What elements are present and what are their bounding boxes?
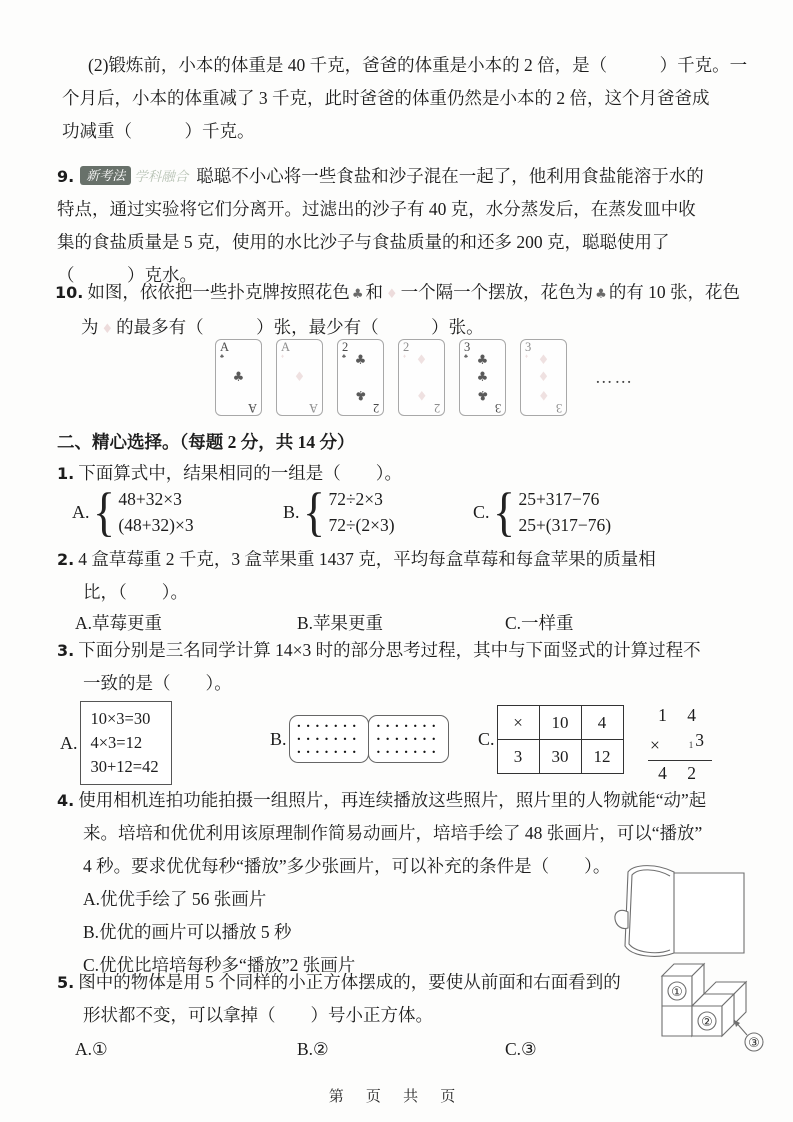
dot-row: •••••••	[296, 735, 362, 744]
card-three-clubs	[459, 339, 506, 416]
flipbook-right-page	[672, 873, 744, 953]
question-text: 的最多有（ ）张，最少有（ ）张。	[116, 317, 484, 337]
question-line: 形状都不变，可以拿掉（ ）号小正方体。	[83, 1005, 433, 1025]
expression-pair	[118, 489, 193, 535]
brace-glyph: {	[302, 482, 325, 542]
option-b: B.苹果更重	[297, 613, 384, 633]
q2-options	[0, 607, 793, 637]
question-number: 5.	[57, 973, 75, 992]
card-ace-clubs	[215, 339, 262, 416]
question-number: 10.	[55, 283, 84, 302]
question-number: 3.	[57, 641, 75, 660]
new-method-badge: 新考法	[80, 166, 131, 185]
product: 4 2	[648, 760, 712, 786]
card-rank-bottom: 3	[494, 401, 501, 415]
question-line: 集的食盐质量是 5 克，使用的水比沙子与食盐质量的和还多 200 克，聪聪使用了	[57, 232, 670, 252]
question-number: 9.	[57, 167, 75, 186]
multiplication-grid	[497, 705, 624, 774]
cube4-front	[662, 1006, 692, 1036]
card-pips: ♣ ♣	[354, 353, 367, 402]
question-text: 为	[81, 317, 99, 337]
card-rank: A ♦	[281, 340, 291, 360]
carry-and-digit	[689, 728, 704, 758]
option-a: A.①	[75, 1039, 108, 1059]
question-line: 比，（ ）。	[83, 582, 188, 602]
q3-figures	[0, 693, 793, 785]
club-suit-icon: ♣	[351, 287, 364, 302]
card-rank: A ♣	[220, 340, 230, 360]
card-two-diamonds	[398, 339, 445, 416]
question-2-sub2	[62, 49, 747, 148]
card-three-diamonds	[520, 339, 567, 416]
card-pips: ♦	[293, 370, 306, 385]
dot-array-box	[368, 715, 449, 763]
question-line	[55, 276, 740, 311]
dot-row: •••••••	[376, 722, 441, 731]
option-b	[283, 482, 395, 542]
card-rank-bottom: 2	[372, 401, 379, 415]
question-text: 如图，依依把一些扑克牌按照花色	[87, 282, 350, 302]
option-b-figure	[270, 715, 449, 763]
option-b: B.优优的画片可以播放 5 秒	[83, 922, 292, 942]
card-rank-bottom: 3	[555, 401, 562, 415]
question-text: 下面分别是三名同学计算 14×3 时的部分思考过程，其中与下面竖式的计算过程不	[78, 640, 701, 660]
question-line: 来。培培和优优利用该原理制作简易动画片，培培手绘了 48 张画片，可以“播放”	[83, 823, 703, 843]
question-text: 下面算式中，结果相同的一组是（ ）。	[78, 463, 402, 483]
card-rank: 3 ♦	[525, 340, 532, 360]
question-text: 图中的物体是用 5 个同样的小正方体摆成的，要使从前面和右面看到的	[78, 972, 621, 992]
question-text: 使用相机连拍功能拍摄一组照片，再连续播放这些照片，照片里的人物就能“动”起	[78, 790, 707, 810]
expression-pair	[328, 489, 394, 535]
dot-row: •••••••	[376, 735, 441, 744]
card-rank-bottom: A	[247, 401, 257, 415]
grid-cell: 12	[581, 740, 623, 774]
section-2-title: 二、精心选择。（每题 2 分，共 14 分）	[57, 432, 355, 452]
expression: 72÷2×3	[328, 489, 383, 509]
multiplicand: 1 4	[658, 705, 704, 725]
question-line	[57, 966, 621, 999]
card-rank-bottom: A	[308, 401, 318, 415]
option-c: C.一样重	[505, 613, 574, 633]
question-line: （ ）克水。	[57, 265, 197, 285]
question-9	[57, 160, 704, 292]
question-3	[57, 634, 701, 700]
option-c	[473, 482, 612, 542]
question-line: 个月后，小本的体重减了 3 千克，此时爸爸的体重仍然是小本的 2 倍，这个月爸爸成	[62, 88, 710, 108]
q1-options	[0, 482, 793, 547]
question-number: 2.	[57, 550, 75, 569]
expression: 72÷(2×3)	[328, 515, 395, 535]
question-text: 4 盒草莓重 2 千克，3 盒苹果重 1437 克，平均每盒草莓和每盒苹果的质量相	[78, 549, 656, 569]
card-rank-bottom: 2	[433, 401, 440, 415]
expression: 25+(317−76)	[518, 515, 612, 535]
dot-array-box	[289, 715, 370, 763]
option-label: A.	[72, 501, 90, 522]
question-number: 1.	[57, 464, 75, 483]
expression-pair	[518, 489, 611, 535]
card-rank: 3 ♣	[464, 340, 471, 360]
question-number: 4.	[57, 791, 75, 810]
grid-cell: 10	[539, 706, 581, 740]
option-b: B.②	[297, 1039, 329, 1059]
grid-cell: 3	[497, 740, 539, 774]
equation: 4×3=12	[90, 733, 143, 752]
option-label: B.	[283, 501, 300, 522]
cube-stack-illustration	[650, 952, 766, 1054]
cube1-label: ①	[671, 985, 683, 1000]
brace-glyph: {	[92, 482, 115, 542]
question-line: 一致的是（ ）。	[83, 673, 232, 693]
expression: 25+317−76	[518, 489, 600, 509]
multiplier-row	[648, 728, 712, 760]
question-line: (2)锻炼前，小本的体重是 40 千克，爸爸的体重是小本的 2 倍，是（ ）千克。一	[88, 55, 748, 75]
diamond-suit-icon: ♦	[386, 287, 398, 302]
brace-glyph: {	[492, 482, 515, 542]
thumb	[615, 910, 628, 928]
subject-fusion-badge: 学科融合	[134, 169, 189, 184]
card-rank: 2 ♦	[403, 340, 410, 360]
option-c-figure	[478, 705, 624, 774]
question-text: 聪聪不小心将一些食盐和沙子混在一起了，他利用食盐能溶于水的	[196, 166, 704, 186]
grid-cell: ×	[497, 706, 539, 740]
page-footer: 第 页 共 页	[328, 1088, 465, 1105]
question-2	[57, 543, 656, 609]
card-rank: 2 ♣	[342, 340, 349, 360]
option-c: C.优优比培培每秒多“播放”2 张画片	[83, 955, 356, 975]
card-pips: ♣ ♣ ♣	[476, 353, 489, 402]
question-line	[57, 634, 701, 667]
option-label: C.	[478, 729, 495, 749]
dot-row: •••••••	[296, 722, 362, 731]
times-sign: ×	[650, 735, 660, 755]
carry-digit: 1	[688, 740, 694, 750]
flipbook-illustration	[608, 860, 750, 964]
question-line	[57, 784, 706, 817]
grid-cell: 4	[581, 706, 623, 740]
dot-row: •••••••	[376, 748, 441, 757]
card-ace-diamonds	[276, 339, 323, 416]
option-c: C.③	[505, 1039, 537, 1059]
option-label: A.	[60, 732, 78, 753]
question-line: 4 秒。要求优优每秒“播放”多少张画片，可以补充的条件是（ ）。	[83, 856, 611, 876]
expression: (48+32)×3	[118, 515, 194, 535]
vertical-multiplication	[648, 703, 712, 786]
multiplier-digit: 3	[695, 730, 704, 750]
option-a-figure	[60, 701, 172, 785]
question-line: 特点，通过实验将它们分离开。过滤出的沙子有 40 克，水分蒸发后，在蒸发皿中收	[57, 199, 696, 219]
question-line	[57, 543, 656, 576]
card-two-clubs	[337, 339, 384, 416]
expression: 48+32×3	[118, 489, 182, 509]
club-suit-icon: ♣	[595, 287, 607, 302]
option-a: A.优优手绘了 56 张画片	[83, 889, 267, 909]
card-pips: ♦ ♦	[415, 353, 428, 402]
card-pips: ♣	[232, 370, 245, 385]
grid-cell: 30	[539, 740, 581, 774]
question-text: 一个隔一个摆放，花色为	[400, 282, 594, 302]
equation: 10×3=30	[90, 709, 151, 728]
diamond-suit-icon: ♦	[101, 322, 114, 337]
cube3-label: ③	[748, 1036, 760, 1051]
question-line: 功减重（ ）千克。	[62, 121, 255, 141]
option-a: A.草莓更重	[75, 613, 163, 633]
option-a	[72, 482, 194, 542]
cards-ellipsis: ……	[595, 367, 634, 387]
question-text: 和	[365, 282, 383, 302]
option-label: B.	[270, 728, 287, 749]
equation: 30+12=42	[90, 757, 159, 776]
dot-row: •••••••	[296, 748, 362, 757]
cube2-label: ②	[701, 1015, 713, 1030]
question-10	[55, 276, 740, 346]
card-pips: ♦ ♦ ♦	[537, 353, 550, 402]
question-line	[57, 160, 704, 193]
option-label: C.	[473, 501, 490, 522]
question-5	[57, 966, 621, 1032]
question-text: 的有 10 张，花色	[608, 282, 741, 302]
playing-cards-figure	[215, 339, 634, 416]
equations-box	[80, 701, 172, 785]
